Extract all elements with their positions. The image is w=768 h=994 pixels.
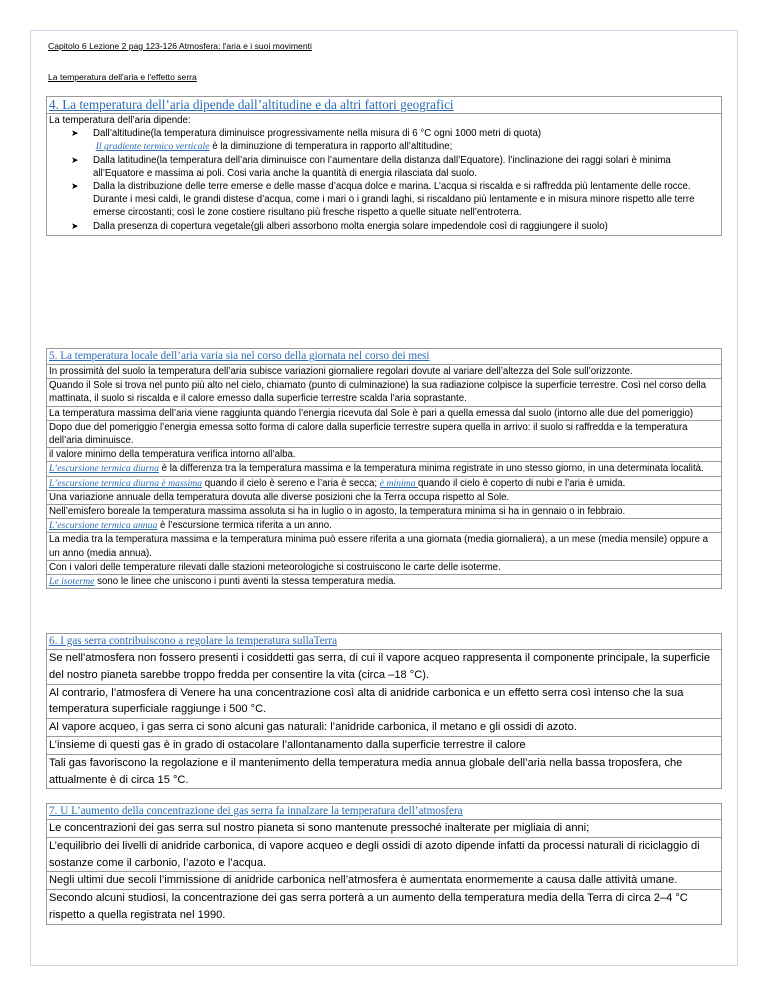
- table-row: il valore minimo della temperatura verifica intorno all’alba.: [47, 448, 721, 462]
- section-greenhouse-gases: [46, 633, 722, 789]
- section-title: 5. La temperatura locale dell’aria varia sia nel corso della giornata nel corso dei mesi: [47, 349, 721, 365]
- key-term: Il gradiente termico verticale: [95, 141, 210, 153]
- key-term: L’escursione termica annua: [49, 520, 158, 532]
- table-row: La media tra la temperatura massima e la temperatura minima può essere riferita a una giornata (media giornaliera), a un mese (media mensile) oppure a un anno (media annua).: [47, 533, 721, 560]
- key-term: L’escursione termica diurna: [49, 463, 159, 475]
- table-row: Le isoterme sono le linee che uniscono i punti aventi la stessa temperatura media.: [49, 576, 397, 588]
- section-body: [47, 114, 721, 235]
- section-body: [47, 365, 721, 588]
- table-row: L’escursione termica diurna è la differenza tra la temperatura massima e la temperatura minima registrate in uno stesso giorno, in una determinata località.: [47, 462, 721, 476]
- arrow-bullet-icon: ➤: [71, 154, 79, 165]
- table-row: L’equilibrio dei livelli di anidride carbonica, di vapore acqueo e degli ossidi di azoto dipende infatti da processi naturali di riciclaggio di sostanze come il carbonio, l’azoto e l’acqua.: [47, 838, 721, 873]
- section-local-temperature: [46, 348, 722, 589]
- arrow-bullet-icon: ➤: [71, 220, 79, 231]
- table-row: Al vapore acqueo, i gas serra ci sono alcuni gas naturali: l’anidride carbonica, il metano e gli ossidi di azoto.: [47, 719, 721, 737]
- section-title: 6. I gas serra contribuiscono a regolare la temperatura sullaTerra: [47, 634, 721, 650]
- table-row: Al contrario, l’atmosfera di Venere ha una concentrazione così alta di anidride carbonica e un effetto serra così intenso che la sua temperatura superficiale raggiunge i 500 °C.: [47, 685, 721, 720]
- table-row: La temperatura massima dell’aria viene raggiunta quando l’energia ricevuta dal Sole è pari a quella emessa dal suolo (intorno alle due del pomeriggio): [47, 407, 721, 421]
- table-row: Quando il Sole si trova nel punto più alto nel cielo, chiamato (punto di culminazione) la sua radiazione colpisce la superficie terrestre. Così nel corso della mattinata, il suolo si riscalda e il calore emesso dalla superficie terrestre scalda l’aria soprastante.: [47, 379, 721, 406]
- bullet-item: ➤ Dall’altitudine(la temperatura diminuisce progressivamente nella misura di 6 °C ogni 1000 metri di quota) Il gradiente termico verticale è la diminuzione di temperatura in rapporto all’altitudine;: [71, 128, 542, 153]
- section-body: [47, 820, 721, 924]
- bullet-item: ➤ Dalla latitudine(la temperatura dell’aria diminuisce con l’aumentare della distanza dall’Equatore). l’inclinazione dei raggi solari è minima all’Equatore e massima ai poli. Cosi varia anche la quantità di energia rilasciata dal suolo.: [71, 154, 671, 179]
- table-row: Tali gas favoriscono la regolazione e il mantenimento della temperatura media annua globale dell’aria nella bassa troposfera, che attualmente è di circa 15 °C.: [49, 756, 683, 786]
- bullet-item: ➤ Dalla la distribuzione delle terre emerse e delle masse d’acqua dolce e marina. L’acqua si riscalda e si raffredda più lentamente delle rocce. Durante i mesi caldi, le grandi distese d’acqua, come i mari o i grandi laghi, si riscaldano più lentamente e in misura minore rispetto alle terre emerse circostanti; così le zone costiere risultano più fresche rispetto a quelle situate nell’entroterra.: [71, 181, 695, 219]
- table-row: Se nell’atmosfera non fossero presenti i cosiddetti gas serra, di cui il vapore acqueo rappresenta il componente principale, la superficie del nostro pianeta sarebbe troppo fredda per consentire la vita (circa –18 °C).: [47, 650, 721, 685]
- table-row: Secondo alcuni studiosi, la concentrazione dei gas serra porterà a un aumento della temperatura media della Terra di circa 2–4 °C rispetto a quella registrata nel 1990.: [49, 892, 688, 921]
- table-row: Negli ultimi due secoli l’immissione di anidride carbonica nell’atmosfera è aumentata enormemente a causa dalle attività umane.: [47, 872, 721, 890]
- key-term: è minima: [379, 477, 418, 489]
- chapter-header: Capitolo 6 Lezione 2 pag 123-126 Atmosfera: l'aria e i suoi movimenti: [48, 41, 312, 51]
- section-body: [47, 650, 721, 788]
- table-row: L’escursione termica annua è l’escursione termica riferita a un anno.: [47, 519, 721, 533]
- bullet-item: ➤ Dalla presenza di copertura vegetale(gli alberi assorbono molta energia solare impedendole così di raggiungere il suolo): [71, 220, 608, 232]
- section-altitude: [46, 96, 722, 236]
- section-title: 4. La temperatura dell’aria dipende dall’altitudine e da altri fattori geografici: [47, 97, 721, 114]
- arrow-bullet-icon: ➤: [71, 128, 79, 139]
- table-row: Dopo due del pomeriggio l’energia emessa sotto forma di calore dalla superficie terrestre supera quella in arrivo: il suolo si raffredda e la temperatura dell’aria diminuisce.: [47, 421, 721, 448]
- table-row: Nell’emisfero boreale la temperatura massima assoluta si ha in luglio o in agosto, la temperatura minima si ha in gennaio o in febbraio.: [47, 505, 721, 519]
- table-row: L’insieme di questi gas è in grado di ostacolare l’allontanamento dalla superficie terrestre il calore: [47, 737, 721, 755]
- section-title: 7. U L’aumento della concentrazione dei gas serra fa innalzare la temperatura dell’atmosfera: [47, 804, 721, 820]
- key-term: L’escursione termica diurna è massima: [49, 477, 203, 489]
- lesson-header: La temperatura dell'aria e l'effetto serra: [48, 72, 197, 82]
- arrow-bullet-icon: ➤: [71, 181, 79, 192]
- table-row: Con i valori delle temperature rilevati dalle stazioni meteorologiche si costruiscono le carte delle isoterme.: [47, 561, 721, 575]
- table-row: Una variazione annuale della temperatura dovuta alle diverse posizioni che la Terra occupa rispetto al Sole.: [47, 491, 721, 505]
- table-row: Le concentrazioni dei gas serra sul nostro pianeta si sono mantenute pressoché inalterate per migliaia di anni;: [47, 820, 721, 838]
- intro-text: La temperatura dell’aria dipende:: [49, 115, 191, 126]
- table-row: In prossimità del suolo la temperatura dell’aria subisce variazioni giornaliere regolari dovute al variare dell’altezza del Sole sull’orizzonte.: [47, 365, 721, 379]
- key-term: Le isoterme: [49, 576, 95, 588]
- section-greenhouse-increase: [46, 803, 722, 925]
- bullet-list: [49, 127, 719, 233]
- table-row: L’escursione termica diurna è massima quando il cielo è sereno e l’aria è secca; è minima quando il cielo è coperto di nubi e l’aria è umida.: [47, 477, 721, 491]
